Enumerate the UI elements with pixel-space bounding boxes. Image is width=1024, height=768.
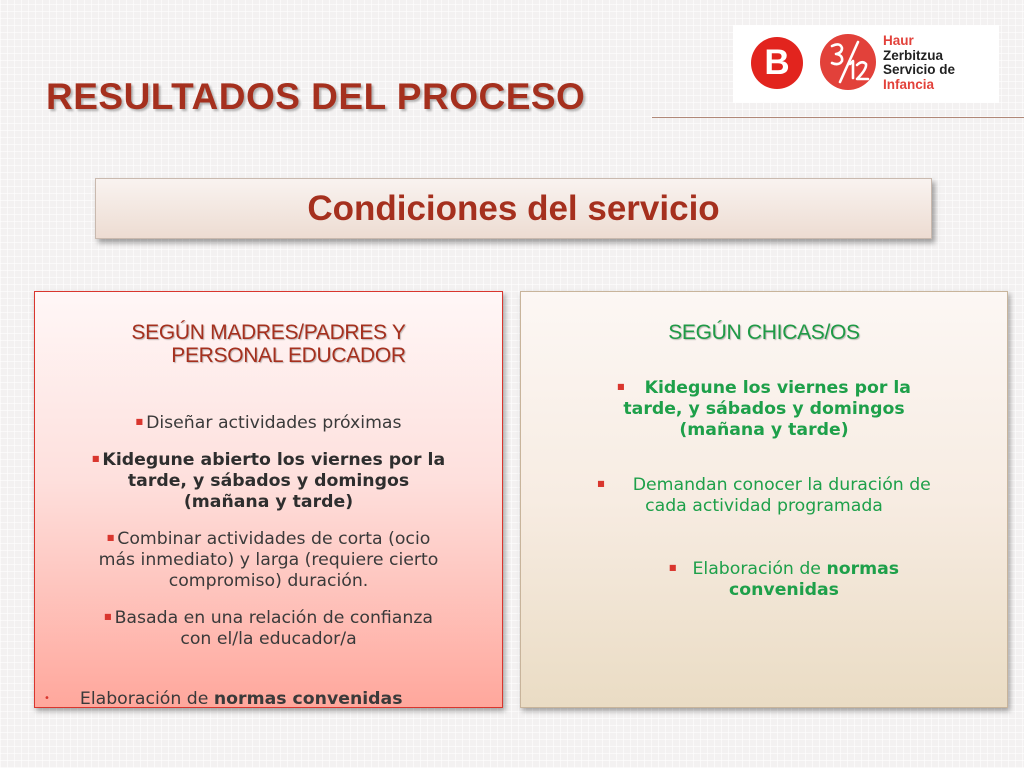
list-item: ■ Diseñar actividades próximas bbox=[135, 413, 402, 433]
list-item: ■ Basada en una relación de confianza con el/la educador/a bbox=[104, 608, 433, 649]
list-item: ■ Combinar actividades de corta (ocio más inmediato) y larga (requiere cierto compromiso) duración. bbox=[98, 529, 439, 591]
panel-heading: SEGÚN CHICAS/OS bbox=[668, 321, 860, 344]
logo-box bbox=[733, 25, 999, 103]
list-item: ■ Kidegune los viernes por la tarde, y sábados y domingos (mañana y tarde) bbox=[617, 378, 911, 440]
three-twelve-logo-icon bbox=[820, 34, 876, 90]
square-bullet-icon: ■ bbox=[91, 454, 100, 463]
logo-line: Zerbitzua bbox=[883, 47, 944, 63]
list-item: ■ Elaboración de normas convenidas bbox=[668, 559, 900, 600]
square-bullet-icon: ■ bbox=[135, 417, 144, 426]
square-bullet-icon: ■ bbox=[106, 533, 115, 542]
square-bullet-icon: ■ bbox=[104, 612, 112, 621]
heading-line: PERSONAL EDUCADOR bbox=[171, 344, 406, 367]
banner-title: Condiciones del servicio bbox=[307, 189, 720, 228]
logo-text bbox=[883, 34, 995, 92]
square-bullet-icon: ■ bbox=[668, 563, 677, 572]
logo-line: Servicio de bbox=[883, 62, 956, 77]
b-logo-icon: B bbox=[751, 37, 803, 89]
list-item: • Elaboración de normas convenidas bbox=[44, 689, 403, 709]
heading-line: SEGÚN MADRES/PADRES Y bbox=[131, 321, 406, 344]
dot-bullet-icon: • bbox=[44, 693, 50, 704]
section-banner bbox=[95, 178, 932, 239]
logo-line: Infancia bbox=[883, 76, 935, 92]
list-item: ■ Kidegune abierto los viernes por la tarde, y sábados y domingos (mañana y tarde) bbox=[91, 450, 446, 512]
square-bullet-icon: ■ bbox=[617, 382, 625, 391]
panel-youth bbox=[520, 291, 1008, 708]
logo-line: Haur bbox=[883, 33, 914, 48]
list-item: ■ Demandan conocer la duración de cada actividad programada bbox=[597, 475, 931, 516]
panel-parents-staff bbox=[34, 291, 503, 708]
square-bullet-icon: ■ bbox=[597, 479, 605, 488]
slide-title: RESULTADOS DEL PROCESO bbox=[46, 76, 586, 117]
panel-heading bbox=[35, 321, 502, 367]
title-rule bbox=[652, 117, 1024, 118]
